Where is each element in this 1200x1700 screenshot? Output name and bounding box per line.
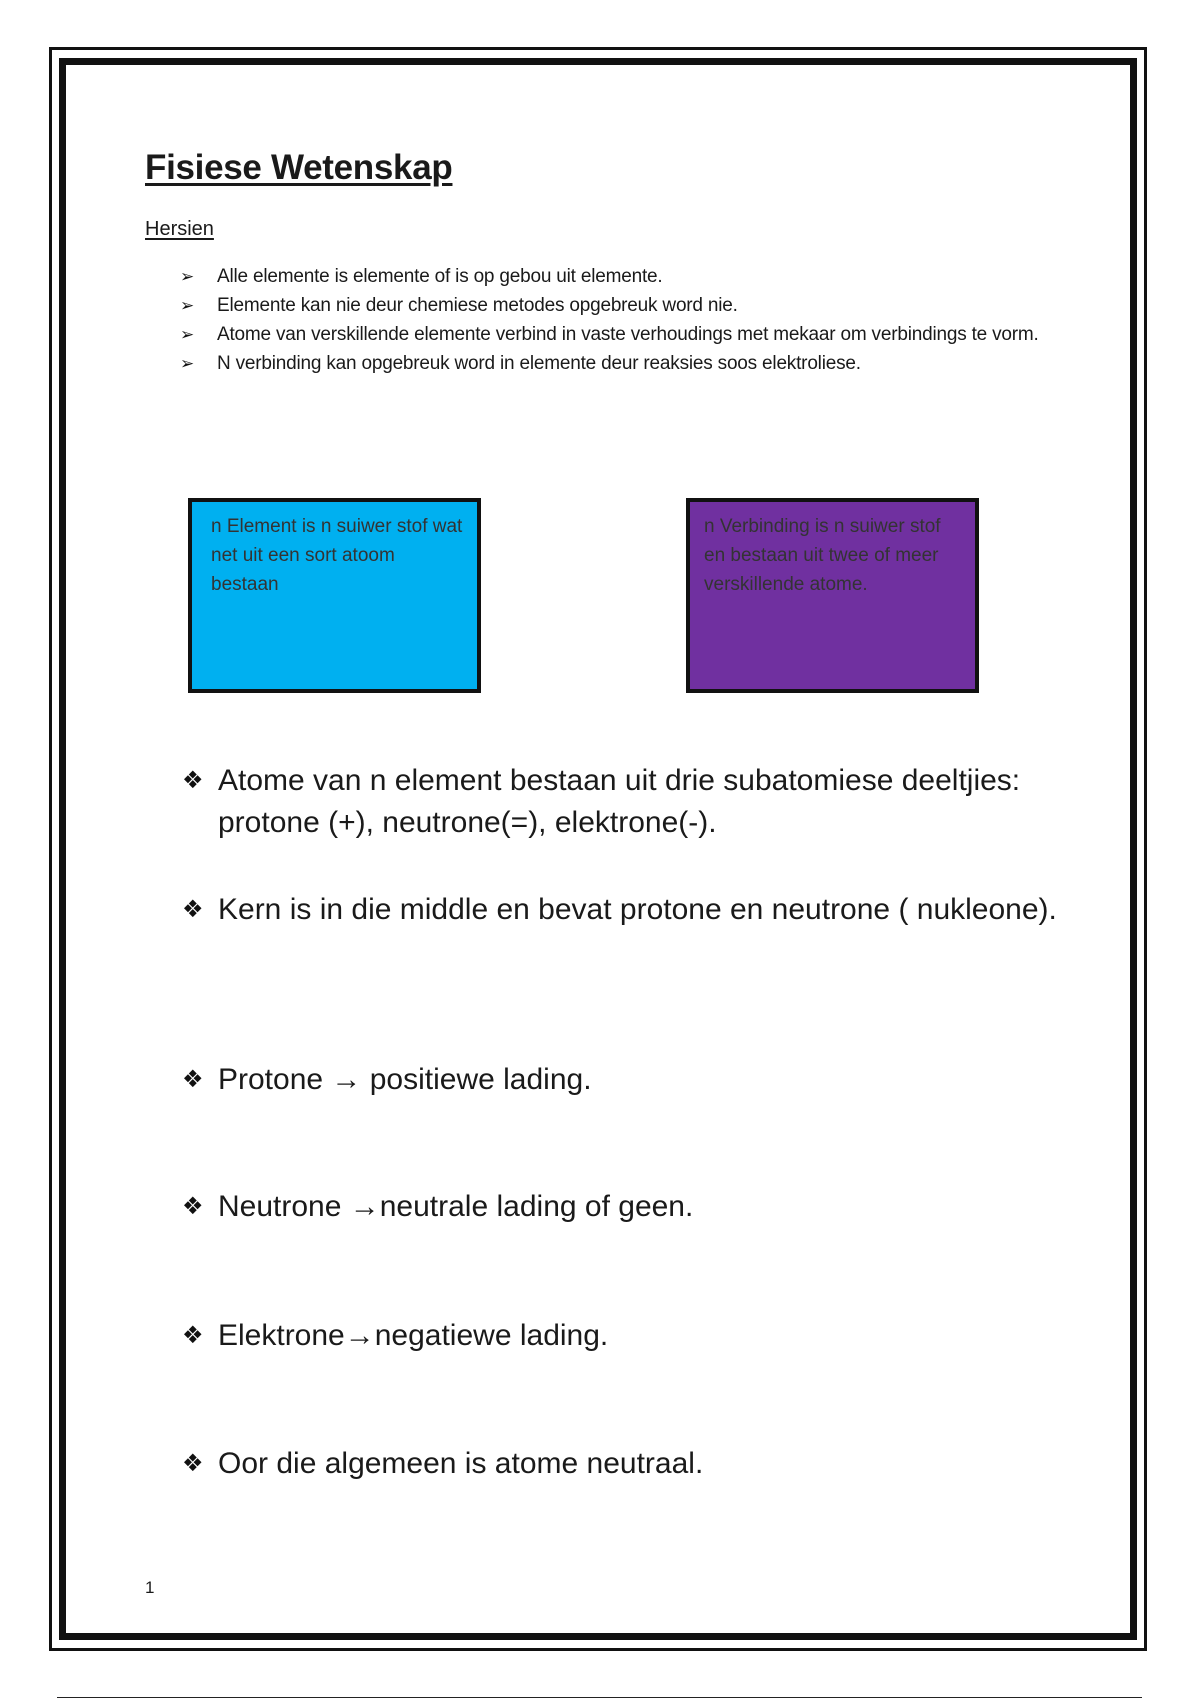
fact-item	[182, 1315, 1062, 1357]
diamond-bullet-icon: ❖	[182, 767, 204, 794]
arrowhead-bullet-icon: ➢	[180, 354, 195, 373]
element-definition-text: n Element is n suiwer stof wat net uit een sort atoom bestaan	[211, 516, 463, 595]
fact-item	[182, 1059, 1062, 1101]
list-item-text: Atome van verskillende elemente verbind in vaste verhoudings met mekaar om verbindings te vorm.	[217, 324, 1039, 345]
compound-definition-box	[686, 498, 979, 693]
fact-item	[182, 1443, 1062, 1485]
compound-definition-text: n Verbinding is n suiwer stof en bestaan uit twee of meer verskillende atome.	[704, 516, 941, 595]
list-item-text: Elemente kan nie deur chemiese metodes opgebreuk word nie.	[217, 295, 738, 316]
diamond-bullet-icon: ❖	[182, 1066, 204, 1093]
list-item	[180, 349, 1060, 378]
page-number: 1	[145, 1578, 155, 1597]
list-item	[180, 320, 1060, 349]
list-item-text: Alle elemente is elemente of is op gebou uit elemente.	[217, 266, 663, 287]
fact-text: Neutrone →neutrale lading of geen.	[218, 1190, 694, 1223]
fact-item	[182, 889, 1062, 931]
fact-text: Atome van n element bestaan uit drie subatomiese deeltjies: protone (+), neutrone(=), elektrone(-).	[218, 764, 1021, 839]
fact-text: Kern is in die middle en bevat protone en neutrone ( nukleone).	[218, 893, 1057, 926]
arrowhead-bullet-icon: ➢	[180, 296, 195, 315]
fact-text: Protone → positiewe lading.	[218, 1063, 592, 1096]
list-item	[180, 262, 1060, 291]
arrowhead-bullet-icon: ➢	[180, 325, 195, 344]
list-item	[180, 291, 1060, 320]
diamond-bullet-icon: ❖	[182, 1322, 204, 1349]
page-title: Fisiese Wetenskap	[145, 148, 453, 187]
list-item-text: N verbinding kan opgebreuk word in elemente deur reaksies soos elektroliese.	[217, 353, 861, 374]
section-heading: Hersien	[145, 218, 214, 240]
fact-item	[182, 760, 1062, 844]
diamond-bullet-icon: ❖	[182, 896, 204, 923]
fact-item	[182, 1186, 1062, 1228]
page-bottom-rule	[57, 1697, 1142, 1698]
fact-text: Oor die algemeen is atome neutraal.	[218, 1447, 704, 1480]
diamond-bullet-icon: ❖	[182, 1193, 204, 1220]
arrowhead-bullet-icon: ➢	[180, 267, 195, 286]
fact-text: Elektrone→negatiewe lading.	[218, 1319, 609, 1352]
revision-list	[180, 262, 1060, 378]
element-definition-box	[188, 498, 481, 693]
diamond-bullet-icon: ❖	[182, 1450, 204, 1477]
